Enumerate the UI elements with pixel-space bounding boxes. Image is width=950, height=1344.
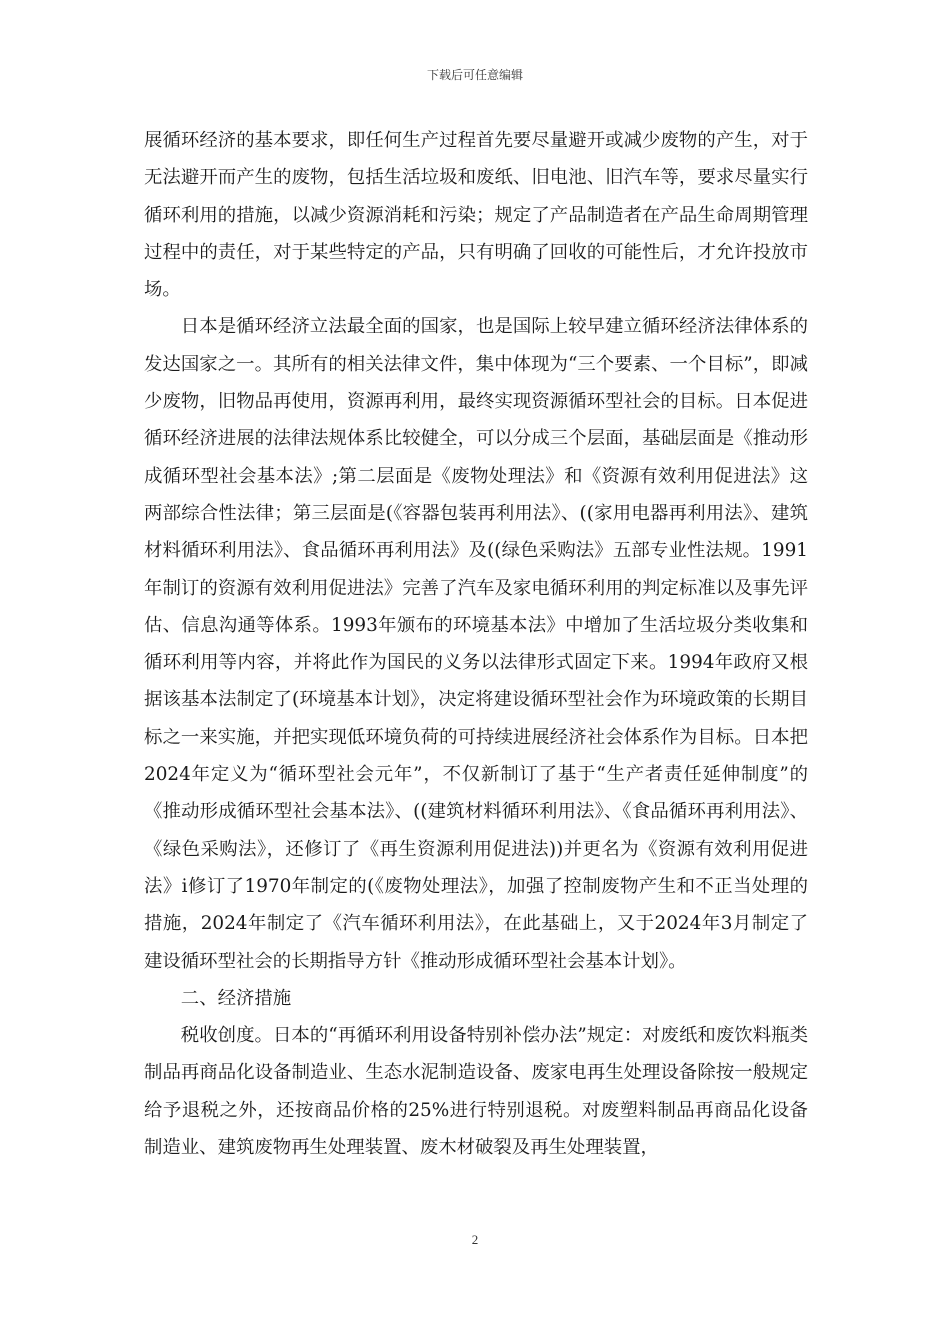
page-header: 下载后可任意编辑: [426, 68, 523, 82]
paragraph-continuation: 展循环经济的基本要求，即任何生产过程首先要尽量避开或减少废物的产生，对于无法避开而产生的废物，包括生活垃圾和废纸、旧电池、旧汽车等，要求尽量实行循环利用的措施，以减少资源消耗和污染；规定了产品制造者在产品生命周期管理过程中的责任，对于某些特定的产品，只有明确了回收的可能性后，才允许投放市场。: [144, 130, 808, 301]
document-body: [144, 122, 808, 1166]
page-number: 2: [471, 1232, 479, 1247]
section-heading-economic-measures: 二、经济措施: [180, 987, 292, 1009]
paragraph-tax-system: 税收创度。日本的“再循环利用设备特别补偿办法”规定：对废纸和废饮料瓶类制品再商品化设备制造业、生态水泥制造设备、废家电再生处理设备除按一般规定给予退税之外，还按商品价格的25%进行特别退税。对废塑料制品再商品化设备制造业、建筑废物再生处理装置、废木材破裂及再生处理装置，: [144, 1025, 808, 1159]
paragraph-japan-legislation: 日本是循环经济立法最全面的国家，也是国际上较早建立循环经济法律体系的发达国家之一。其所有的相关法律文件，集中体现为“三个要素、一个目标”，即减少废物，旧物品再使用，资源再利用，最终实现资源循环型社会的目标。日本促进循环经济进展的法律法规体系比较健全，可以分成三个层面，基础层面是《推动形成循环型社会基本法》;第二层面是《废物处理法》和《资源有效利用促进法》这两部综合性法律；第三层面是(《容器包装再利用法》、((家用电器再利用法》、建筑材料循环利用法》、食品循环再利用法》及((绿色采购法》五部专业性法规。1991年制订的资源有效利用促进法》完善了汽车及家电循环利用的判定标准以及事先评估、信息沟通等体系。1993年颁布的环境基本法》中增加了生活垃圾分类收集和循环利用等内容，并将此作为国民的义务以法律形式固定下来。1994年政府又根据该基本法制定了(环境基本计划》，决定将建设循环型社会作为环境政策的长期目标之一来实施，并把实现低环境负荷的可持续进展经济社会体系作为目标。日本把2024年定义为“循环型社会元年”，不仅新制订了基于“生产者责任延伸制度”的《推动形成循环型社会基本法》、((建筑材料循环利用法》、《食品循环再利用法》、《绿色采购法》，还修订了《再生资源利用促进法))并更名为《资源有效利用促进法》i修订了1970年制定的(《废物处理法》，加强了控制废物产生和不正当处理的措施，2024年制定了《汽车循环利用法》，在此基础上，又于2024年3月制定了建设循环型社会的长期指导方针《推动形成循环型社会基本计划》。: [144, 316, 808, 972]
